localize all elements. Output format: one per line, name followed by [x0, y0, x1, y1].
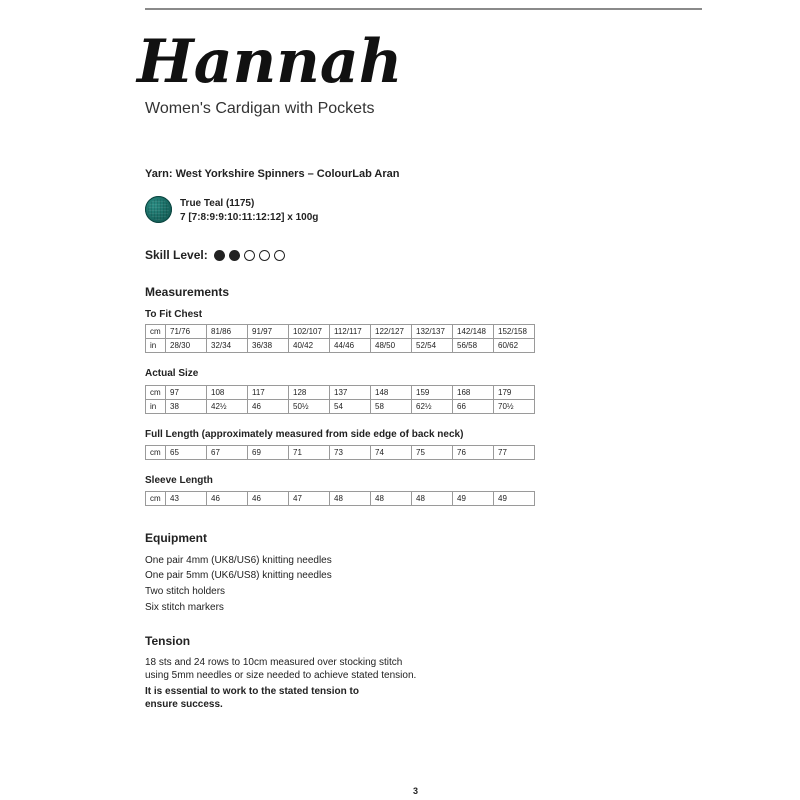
unit-cell: in — [146, 339, 166, 353]
size-cell: 71/76 — [166, 325, 207, 339]
size-cell: 32/34 — [207, 339, 248, 353]
size-cell: 75 — [412, 446, 453, 460]
size-cell: 73 — [330, 446, 371, 460]
pattern-title-text: Hannah — [137, 27, 403, 97]
equipment-item: Six stitch markers — [145, 602, 224, 613]
equipment-item: Two stitch holders — [145, 586, 226, 597]
size-cell: 36/38 — [248, 339, 289, 353]
size-cell: 71 — [289, 446, 330, 460]
size-cell: 54 — [330, 400, 371, 414]
table-row — [146, 325, 535, 339]
tension-note: ensure success. — [145, 699, 223, 710]
unit-cell: cm — [146, 325, 166, 339]
size-cell: 108 — [207, 386, 248, 400]
size-cell: 49 — [453, 492, 494, 506]
sleeve-length-title: Sleeve Length — [145, 475, 213, 486]
full-length-title: Full Length (approximately measured from side edge of back neck) — [145, 429, 464, 440]
size-cell: 62½ — [412, 400, 453, 414]
size-cell: 38 — [166, 400, 207, 414]
colour-swatch-icon — [145, 196, 172, 223]
tension-text: 18 sts and 24 rows to 10cm measured over stocking stitch — [145, 657, 403, 668]
size-cell: 65 — [166, 446, 207, 460]
size-cell: 81/86 — [207, 325, 248, 339]
unit-cell: cm — [146, 446, 166, 460]
size-cell: 91/97 — [248, 325, 289, 339]
size-cell: 122/127 — [371, 325, 412, 339]
equipment-item: One pair 5mm (UK6/US8) knitting needles — [145, 570, 332, 581]
tension-note: It is essential to work to the stated tension to — [145, 686, 359, 697]
size-cell: 152/158 — [494, 325, 535, 339]
size-cell: 50½ — [289, 400, 330, 414]
table-row — [146, 492, 535, 506]
equipment-heading: Equipment — [145, 531, 207, 545]
size-cell: 46 — [248, 400, 289, 414]
size-cell: 137 — [330, 386, 371, 400]
tension-text: using 5mm needles or size needed to achieve stated tension. — [145, 670, 417, 681]
size-cell: 48 — [412, 492, 453, 506]
to-fit-chest-title: To Fit Chest — [145, 309, 203, 320]
skill-level-label: Skill Level: — [145, 248, 208, 262]
size-cell: 132/137 — [412, 325, 453, 339]
size-cell: 67 — [207, 446, 248, 460]
size-cell: 47 — [289, 492, 330, 506]
size-cell: 112/117 — [330, 325, 371, 339]
size-cell: 142/148 — [453, 325, 494, 339]
size-cell: 74 — [371, 446, 412, 460]
skill-dot-empty-icon — [259, 250, 270, 261]
size-cell: 58 — [371, 400, 412, 414]
tension-heading: Tension — [145, 634, 191, 648]
size-cell: 69 — [248, 446, 289, 460]
size-cell: 66 — [453, 400, 494, 414]
page-number: 3 — [413, 786, 419, 796]
size-cell: 48/50 — [371, 339, 412, 353]
size-cell: 117 — [248, 386, 289, 400]
pattern-title-logo — [133, 22, 403, 97]
size-cell: 56/58 — [453, 339, 494, 353]
skill-level-rating — [214, 250, 289, 261]
skill-dot-empty-icon — [274, 250, 285, 261]
skill-dot-filled-icon — [229, 250, 240, 261]
size-cell: 97 — [166, 386, 207, 400]
skill-level — [145, 248, 289, 262]
colour-quantity: 7 [7:8:9:9:10:11:12:12] x 100g — [180, 212, 319, 223]
top-rule — [145, 8, 702, 10]
table-row — [146, 400, 535, 414]
size-cell: 46 — [248, 492, 289, 506]
unit-cell: cm — [146, 386, 166, 400]
size-cell: 44/46 — [330, 339, 371, 353]
unit-cell: in — [146, 400, 166, 414]
size-cell: 28/30 — [166, 339, 207, 353]
actual-size-title: Actual Size — [145, 368, 199, 379]
size-cell: 40/42 — [289, 339, 330, 353]
measurements-heading: Measurements — [145, 285, 230, 299]
colour-name: True Teal (1175) — [180, 198, 255, 209]
size-cell: 49 — [494, 492, 535, 506]
pattern-subtitle: Women's Cardigan with Pockets — [145, 100, 375, 117]
size-cell: 76 — [453, 446, 494, 460]
table-row — [146, 386, 535, 400]
to-fit-chest-table — [145, 324, 535, 353]
size-cell: 168 — [453, 386, 494, 400]
size-cell: 42½ — [207, 400, 248, 414]
size-cell: 70½ — [494, 400, 535, 414]
yarn-heading: Yarn: West Yorkshire Spinners – ColourLab Aran — [145, 168, 400, 180]
size-cell: 48 — [330, 492, 371, 506]
size-cell: 52/54 — [412, 339, 453, 353]
size-cell: 77 — [494, 446, 535, 460]
size-cell: 102/107 — [289, 325, 330, 339]
size-cell: 43 — [166, 492, 207, 506]
size-cell: 48 — [371, 492, 412, 506]
size-cell: 46 — [207, 492, 248, 506]
size-cell: 159 — [412, 386, 453, 400]
actual-size-table — [145, 385, 535, 414]
size-cell: 128 — [289, 386, 330, 400]
table-row — [146, 446, 535, 460]
sleeve-length-table — [145, 491, 535, 506]
full-length-table — [145, 445, 535, 460]
size-cell: 179 — [494, 386, 535, 400]
size-cell: 148 — [371, 386, 412, 400]
equipment-item: One pair 4mm (UK8/US6) knitting needles — [145, 555, 332, 566]
size-cell: 60/62 — [494, 339, 535, 353]
skill-dot-filled-icon — [214, 250, 225, 261]
table-row — [146, 339, 535, 353]
skill-dot-empty-icon — [244, 250, 255, 261]
unit-cell: cm — [146, 492, 166, 506]
